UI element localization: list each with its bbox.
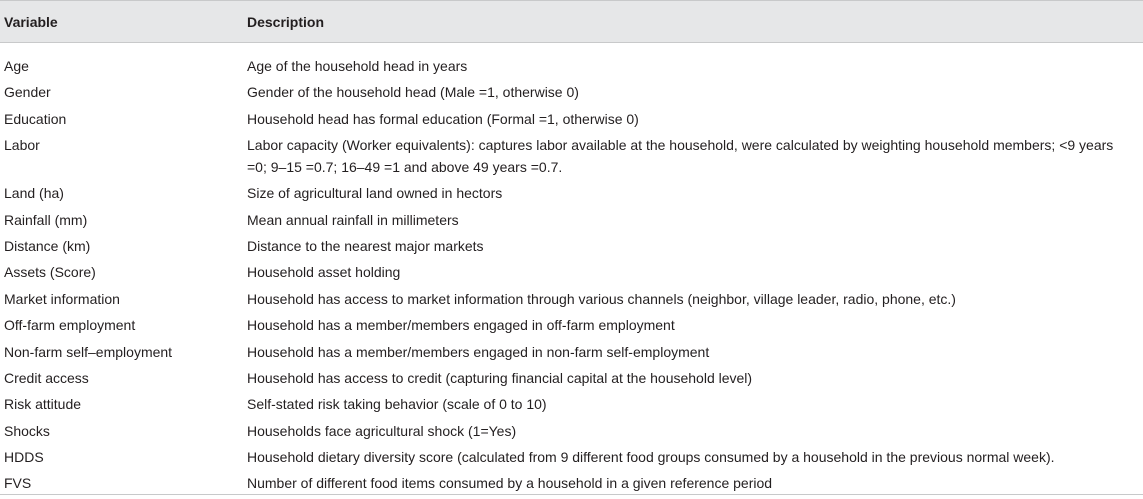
cell-description: Self-stated risk taking behavior (scale of 0 to 10) (247, 396, 547, 413)
cell-description: Households face agricultural shock (1=Yes) (247, 422, 517, 439)
table-row (0, 81, 1143, 107)
cell-variable: FVS (4, 475, 32, 492)
cell-description: Household has access to credit (capturing financial capital at the household level) (247, 369, 753, 386)
header-variable: Variable (4, 14, 58, 30)
cell-description: Size of agricultural land owned in hectors (247, 185, 503, 202)
cell-variable: Education (4, 110, 67, 127)
cell-description: Labor capacity (Worker equivalents): captures labor available at the household, were calculated by weighting household members; <9 years =0; 9–15 =0.7; 16–49 =1 and above 49 years =0.7. (247, 137, 1114, 176)
cell-variable: Assets (Score) (4, 264, 96, 281)
cell-description: Household asset holding (247, 264, 401, 281)
table-row (0, 182, 1143, 208)
table-row (0, 235, 1143, 261)
cell-variable: Rainfall (mm) (4, 211, 88, 228)
cell-description: Number of different food items consumed by a household in a given reference period (247, 475, 773, 492)
table-row (0, 261, 1143, 287)
cell-description: Household has a member/members engaged in non-farm self-employment (247, 343, 710, 360)
table-row (0, 55, 1143, 81)
table-row (0, 367, 1143, 393)
table-row (0, 134, 1143, 182)
table-row (0, 108, 1143, 134)
table-row (0, 446, 1143, 472)
cell-description: Mean annual rainfall in millimeters (247, 211, 459, 228)
cell-variable: Off-farm employment (4, 317, 136, 334)
cell-variable: HDDS (4, 449, 44, 466)
table-row (0, 288, 1143, 314)
table-body (0, 55, 1143, 499)
cell-variable: Non-farm self–employment (4, 343, 173, 360)
cell-variable: Distance (km) (4, 237, 91, 254)
table-header (0, 0, 1143, 43)
cell-variable: Risk attitude (4, 396, 82, 413)
cell-variable: Credit access (4, 369, 89, 386)
table-row (0, 341, 1143, 367)
cell-description: Household dietary diversity score (calculated from 9 different food groups consumed by a household in the previous normal week). (247, 449, 1055, 466)
cell-variable: Gender (4, 84, 51, 101)
cell-description: Distance to the nearest major markets (247, 237, 484, 254)
header-description: Description (247, 14, 325, 30)
table-row (0, 209, 1143, 235)
cell-variable: Market information (4, 290, 120, 307)
cell-description: Gender of the household head (Male =1, otherwise 0) (247, 84, 579, 101)
cell-variable: Land (ha) (4, 185, 64, 202)
cell-description: Household has access to market information through various channels (neighbor, village leader, radio, phone, etc.) (247, 290, 956, 307)
cell-variable: Age (4, 58, 29, 74)
cell-variable: Shocks (4, 422, 50, 439)
cell-description: Household has a member/members engaged in off-farm employment (247, 317, 675, 334)
cell-variable: Labor (4, 137, 40, 154)
table-row (0, 420, 1143, 446)
table-row (0, 393, 1143, 419)
cell-description: Household head has formal education (Formal =1, otherwise 0) (247, 110, 639, 127)
cell-description: Age of the household head in years (247, 58, 468, 74)
table-row (0, 314, 1143, 340)
